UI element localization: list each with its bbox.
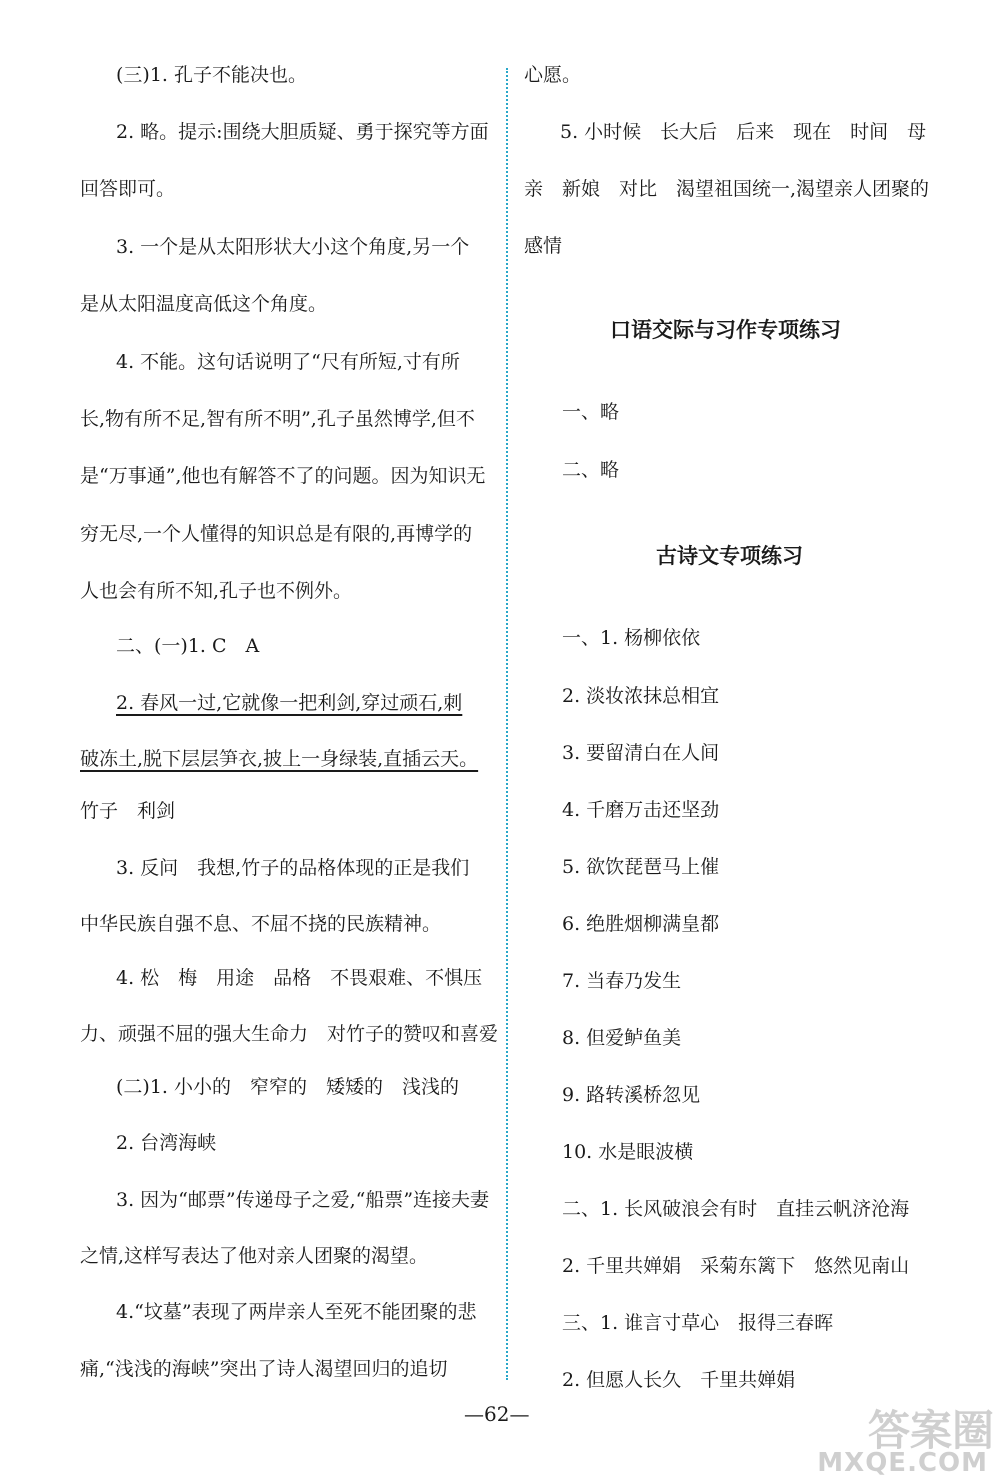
answer-line: 2. 略。提示:围绕大胆质疑、勇于探究等方面 [116,121,489,143]
answer-line: 中华民族自强不息、不屈不挠的民族精神。 [80,913,442,935]
list-item: 8. 但爱鲈鱼美 [562,1027,682,1049]
answer-line: 回答即可。 [80,178,176,200]
watermark-logo [817,1398,994,1478]
list-item: 5. 欲饮琵琶马上催 [562,856,720,878]
answer-line: 2. 台湾海峡 [116,1132,217,1154]
answer-line: 竹子 利剑 [80,800,176,822]
list-item: 7. 当春乃发生 [562,970,682,992]
list-item: 二、略 [562,459,620,481]
list-item: 4. 千磨万击还坚劲 [562,799,720,821]
answer-line: 3. 因为“邮票”传递母子之爱,“船票”连接夫妻 [116,1189,490,1211]
answer-line: 穷无尽,一个人懂得的知识总是有限的,再博学的 [80,523,473,545]
answer-line: 5. 小时候 长大后 后来 现在 时间 母 [560,121,927,143]
section-title-oral: 口语交际与习作专项练习 [610,318,841,342]
list-item: 10. 水是眼波横 [562,1141,694,1163]
answer-line: (三)1. 孔子不能决也。 [116,64,307,86]
answer-line: 3. 一个是从太阳形状大小这个角度,另一个 [116,236,470,258]
answer-line: 亲 新娘 对比 渴望祖国统一,渴望亲人团聚的 [524,178,930,200]
page-number: —62— [464,1402,530,1426]
column-divider [506,68,508,1380]
answer-line: 之情,这样写表达了他对亲人团聚的渴望。 [80,1245,429,1267]
answer-line: 长,物有所不足,智有所不明”,孔子虽然博学,但不 [80,408,475,430]
list-item: 二、1. 长风破浪会有时 直挂云帆济沧海 [562,1198,910,1220]
list-item: 6. 绝胜烟柳满皇都 [562,913,720,935]
answer-line: 4. 松 梅 用途 品格 不畏艰难、不惧压 [116,967,483,989]
answer-line: 力、顽强不屈的强大生命力 对竹子的赞叹和喜爱 [80,1023,499,1045]
answer-line: 感情 [524,235,563,257]
answer-line: 痛,“浅浅的海峡”突出了诗人渴望回归的追切 [80,1358,448,1380]
list-item: 三、1. 谁言寸草心 报得三春晖 [562,1312,834,1334]
answer-line-underlined: 破冻土,脱下层层笋衣,披上一身绿装,直插云天。 [80,748,479,770]
answer-line: (二)1. 小小的 窄窄的 矮矮的 浅浅的 [116,1076,459,1098]
list-item: 一、略 [562,401,620,423]
watermark-text: 答案圈 [867,1406,994,1455]
answer-line: 是从太阳温度高低这个角度。 [80,293,328,315]
section-title-poetry: 古诗文专项练习 [656,544,803,568]
list-item: 一、1. 杨柳依依 [562,627,701,649]
answer-line: 人也会有所不知,孔子也不例外。 [80,580,353,602]
answer-line: 是“万事通”,他也有解答不了的问题。因为知识无 [80,465,486,487]
list-item: 9. 路转溪桥忽见 [562,1084,701,1106]
answer-line: 3. 反问 我想,竹子的品格体现的正是我们 [116,857,470,879]
answer-line: 4. 不能。这句话说明了“尺有所短,寸有所 [116,351,460,373]
list-item: 2. 千里共婵娟 采菊东篱下 悠然见南山 [562,1255,910,1277]
answer-line: 4.“坟墓”表现了两岸亲人至死不能团聚的悲 [116,1301,477,1323]
watermark-url: MXQE.COM [817,1448,988,1478]
answer-line: 二、(一)1. C A [116,635,260,657]
list-item: 2. 淡妆浓抹总相宜 [562,685,720,707]
list-item: 3. 要留清白在人间 [562,742,720,764]
answer-line: 心愿。 [524,64,582,86]
answer-line-underlined: 2. 春风一过,它就像一把利剑,穿过顽石,刺 [116,692,463,714]
list-item: 2. 但愿人长久 千里共婵娟 [562,1369,796,1391]
